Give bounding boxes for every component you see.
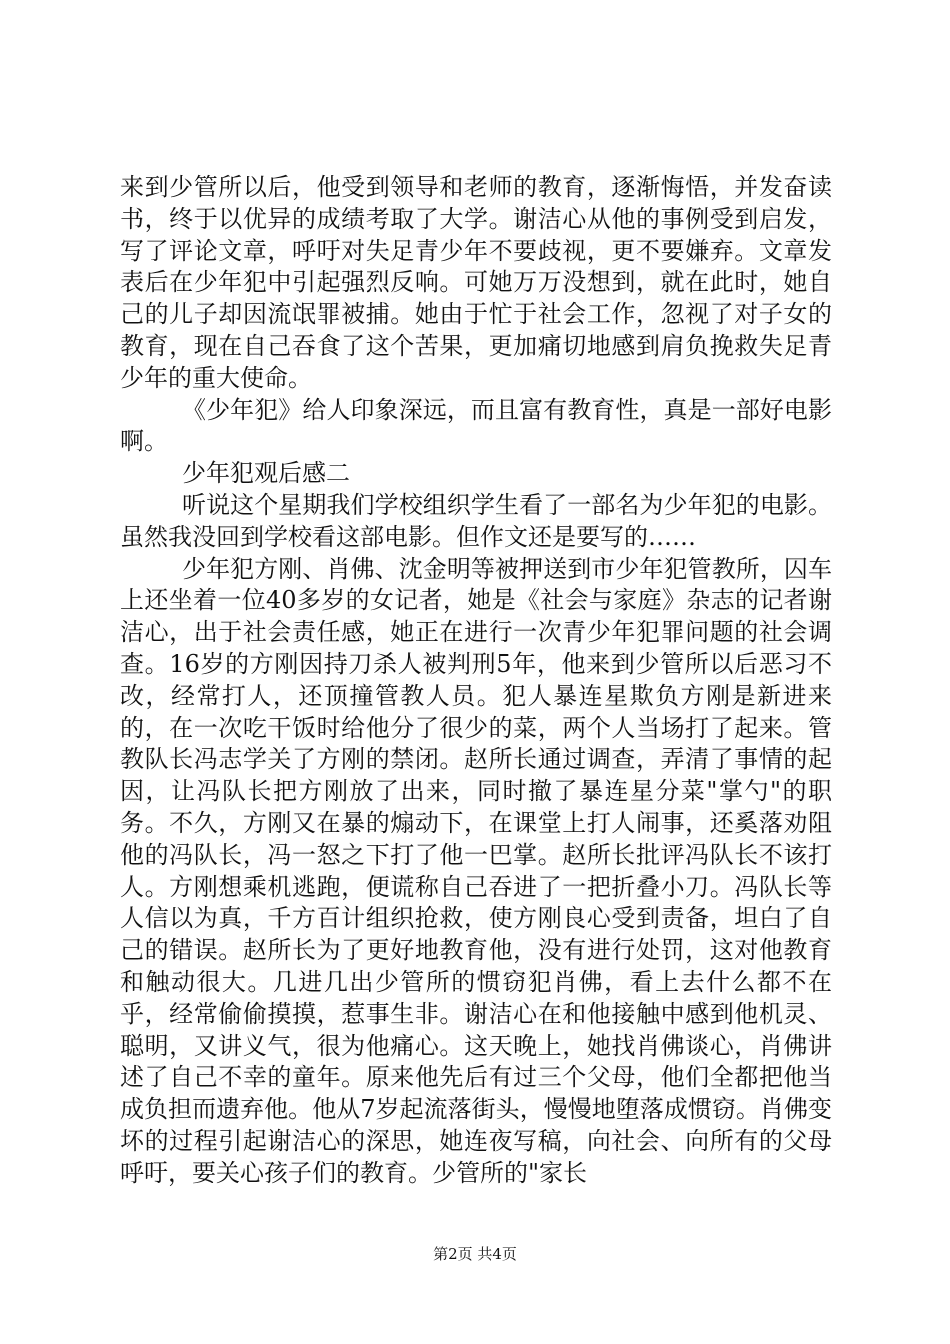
document-body xyxy=(120,172,832,1190)
page-footer: 第2页 共4页 xyxy=(433,1245,517,1263)
paragraph-4: 少年犯方刚、肖佛、沈金明等被押送到市少年犯管教所，囚车上还坐着一位40多岁的女记者，她是《社会与家庭》杂志的记者谢洁心，出于社会责任感，她正在进行一次青少年犯罪问题的社会调查。16岁的方刚因持刀杀人被判刑5年，他来到少管所以后恶习不改，经常打人，还顶撞管教人员。犯人暴连星欺负方刚是新进来的，在一次吃干饭时给他分了很少的菜，两个人当场打了起来。管教队长冯志学关了方刚的禁闭。赵所长通过调查，弄清了事情的起因，让冯队长把方刚放了出来，同时撤了暴连星分菜"掌勺"的职务。不久，方刚又在暴的煽动下，在课堂上打人闹事，还奚落劝阻他的冯队长，冯一怒之下打了他一巴掌。赵所长批评冯队长不该打人。方刚想乘机逃跑，便谎称自己吞进了一把折叠小刀。冯队长等人信以为真，千方百计组织抢救，使方刚良心受到责备，坦白了自己的错误。赵所长为了更好地教育他，没有进行处罚，这对他教育和触动很大。几进几出少管所的惯窃犯肖佛，看上去什么都不在乎，经常偷偷摸摸，惹事生非。谢洁心在和他接触中感到他机灵、聪明，又讲义气，很为他痛心。这天晚上，她找肖佛谈心，肖佛讲述了自己不幸的童年。原来他先后有过三个父母，他们全都把他当成负担而遗弃他。他从7岁起流落街头，慢慢地堕落成惯窃。肖佛变坏的过程引起谢洁心的深思，她连夜写稿，向社会、向所有的父母呼吁，要关心孩子们的教育。少管所的"家长 xyxy=(120,554,832,1187)
paragraph-2: 《少年犯》给人印象深远，而且富有教育性，真是一部好电影啊。 xyxy=(120,395,832,456)
paragraph-1: 来到少管所以后，他受到领导和老师的教育，逐渐悔悟，并发奋读书，终于以优异的成绩考取了大学。谢洁心从他的事例受到启发，写了评论文章，呼吁对失足青少年不要歧视，更不要嫌弃。文章发表后在少年犯中引起强烈反响。可她万万没想到，就在此时，她自己的儿子却因流氓罪被捕。她由于忙于社会工作，忽视了对子女的教育，现在自己吞食了这个苦果，更加痛切地感到肩负挽救失足青少年的重大使命。 xyxy=(120,173,832,392)
paragraph-3: 听说这个星期我们学校组织学生看了一部名为少年犯的电影。虽然我没回到学校看这部电影。但作文还是要写的…… xyxy=(120,490,832,551)
section-heading: 少年犯观后感二 xyxy=(182,459,350,488)
